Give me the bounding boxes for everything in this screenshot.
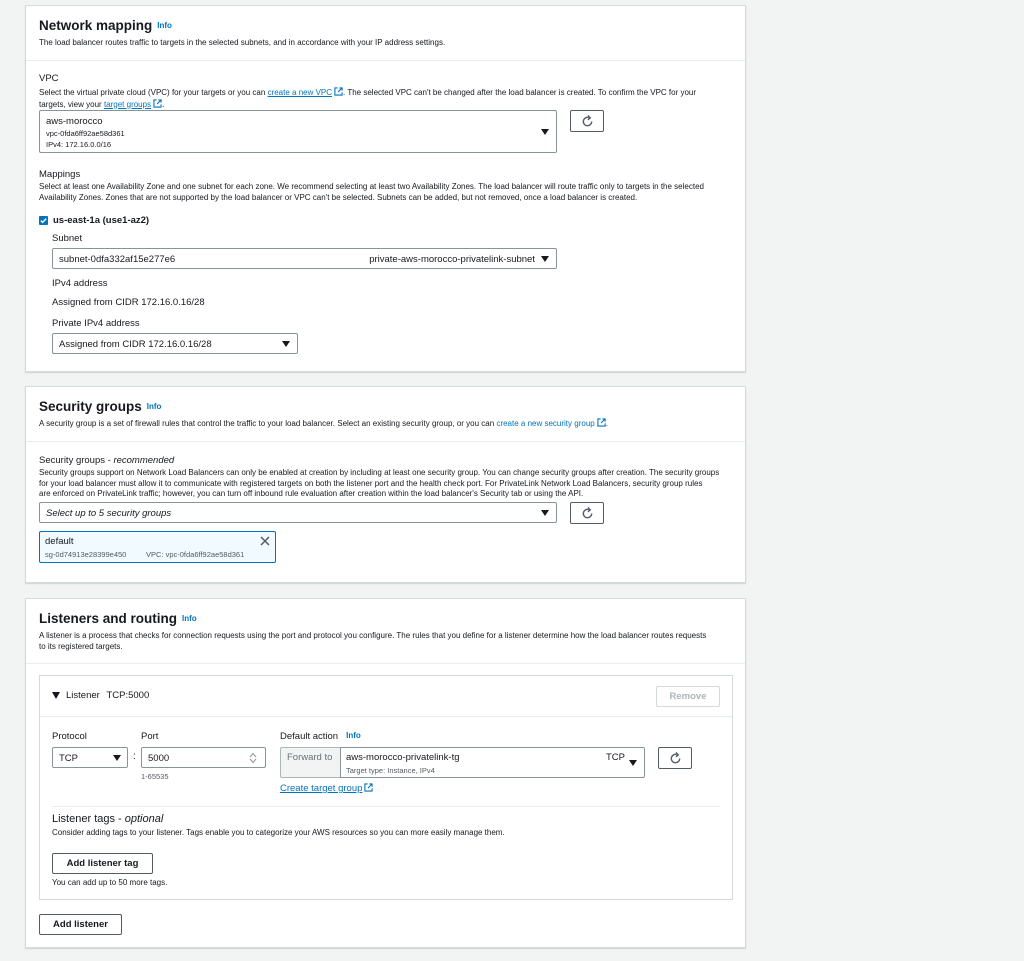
caret-down-icon xyxy=(541,510,549,516)
sg-label xyxy=(39,455,174,466)
caret-down-icon xyxy=(541,129,549,135)
caret-down-icon xyxy=(541,256,549,262)
mappings-label: Mappings xyxy=(39,169,81,180)
listeners-desc-1: A listener is a process that checks for connection requests using the port and protocol you configure. The rules that you define for a listener determine how the load balancer routes requests xyxy=(39,631,707,640)
token-name: default xyxy=(45,536,74,547)
caret-down-icon xyxy=(629,760,637,766)
default-action-text: Default action xyxy=(280,731,339,742)
external-link-icon xyxy=(364,783,373,792)
protocol-label: Protocol xyxy=(52,731,87,742)
sg-desc-1: Security groups support on Network Load Balancers can only be enabled at creation by including at least one security group. You can change security groups after creation. The security groups xyxy=(39,468,720,477)
security-group-token xyxy=(39,531,276,563)
listeners-info-link[interactable]: Info xyxy=(182,614,197,623)
security-groups-title: Security groups xyxy=(39,399,142,414)
vpc-desc-text-2: . The selected VPC can't be changed after the load balancer is created. To confirm the VPC for your xyxy=(343,88,697,97)
port-value: 5000 xyxy=(148,753,170,764)
sg-desc-3: are enforced on PrivateLink traffic; however, you can turn off inbound rule evaluation after creation within the load balancer's Security tab or using the API. xyxy=(39,489,584,498)
checkbox-checked-icon xyxy=(39,216,48,225)
listeners-panel xyxy=(25,598,746,948)
mappings-description xyxy=(39,182,739,203)
caret-down-icon xyxy=(113,755,121,761)
external-link-icon xyxy=(334,87,343,96)
default-action-label xyxy=(280,731,361,742)
listeners-desc xyxy=(39,630,732,652)
security-group-refresh-button[interactable] xyxy=(570,502,604,524)
forward-to-label: Forward to xyxy=(287,752,333,763)
refresh-icon xyxy=(581,115,594,128)
network-mapping-info-link[interactable]: Info xyxy=(157,21,172,30)
target-groups-link[interactable]: target groups xyxy=(103,99,152,109)
sg-label-main: Security groups - xyxy=(39,455,114,466)
az-checkbox[interactable] xyxy=(39,216,48,225)
listener-value: TCP:5000 xyxy=(106,690,150,701)
network-mapping-header xyxy=(26,6,745,61)
add-listener-button[interactable]: Add listener xyxy=(39,914,122,935)
refresh-icon xyxy=(669,752,682,765)
private-ipv4-select[interactable] xyxy=(52,333,298,354)
caret-down-icon xyxy=(282,341,290,347)
target-group-subtitle: Target type: Instance, IPv4 xyxy=(346,766,435,775)
target-group-refresh-button[interactable] xyxy=(658,747,692,769)
remove-listener-button[interactable]: Remove xyxy=(656,686,720,707)
vpc-select-id: vpc-0fda6ff92ae58d361 xyxy=(46,129,125,138)
target-group-value: aws-morocco-privatelink-tg xyxy=(346,752,460,763)
listener-tags-hint: You can add up to 50 more tags. xyxy=(52,878,168,887)
listener-tags-label xyxy=(52,813,163,825)
mappings-desc-2: Availability Zones. Zones that are not supported by the load balancer or VPC can't be selected. Subnets can be added, but not removed, once a load balancer is created. xyxy=(39,192,638,202)
number-spinner-icon[interactable] xyxy=(249,752,257,764)
protocol-value: TCP xyxy=(59,753,78,764)
security-group-select[interactable] xyxy=(39,502,557,523)
security-group-select-placeholder: Select up to 5 security groups xyxy=(46,508,172,519)
listener-heading[interactable] xyxy=(66,690,149,701)
add-listener-tag-button[interactable]: Add listener tag xyxy=(52,853,153,874)
vpc-desc-text-3: targets, view your xyxy=(39,99,102,109)
vpc-desc-text-1: Select the virtual private cloud (VPC) for your targets or you can xyxy=(39,88,266,97)
listener-container xyxy=(39,675,733,900)
close-icon[interactable] xyxy=(260,536,270,546)
default-action-info-link[interactable]: Info xyxy=(346,731,361,740)
security-groups-header xyxy=(26,387,745,442)
listener-tags-main: Listener tags - xyxy=(52,813,125,825)
listener-header-divider xyxy=(40,716,732,717)
token-id: sg-0d74913e28399e450 xyxy=(45,550,127,559)
listener-label: Listener xyxy=(66,690,100,701)
security-desc-text-1: A security group is a set of firewall rules that control the traffic to your load balancer. Select an existing security group, or you can xyxy=(39,419,495,428)
vpc-select-cidr: IPv4: 172.16.0.0/16 xyxy=(46,140,112,149)
forward-to-label-box xyxy=(280,747,340,778)
ipv4-label: IPv4 address xyxy=(52,278,108,289)
network-mapping-title: Network mapping xyxy=(39,18,153,33)
sg-description xyxy=(39,468,739,500)
security-groups-panel xyxy=(25,386,746,583)
listeners-title: Listeners and routing xyxy=(39,611,178,626)
listeners-desc-2: to its registered targets. xyxy=(39,642,123,651)
create-vpc-link[interactable]: create a new VPC xyxy=(267,88,333,97)
subnet-select[interactable] xyxy=(52,248,557,269)
create-target-group-link[interactable] xyxy=(280,783,373,794)
private-ipv4-label: Private IPv4 address xyxy=(52,318,140,329)
vpc-desc-text-4: . xyxy=(162,99,165,109)
sg-label-recommended: recommended xyxy=(113,455,175,466)
vpc-select[interactable] xyxy=(39,110,557,153)
vpc-description xyxy=(39,87,729,110)
subnet-name: private-aws-morocco-privatelink-subnet xyxy=(369,254,535,265)
port-separator: : xyxy=(133,751,136,762)
port-hint: 1-65535 xyxy=(141,772,169,781)
az-label: us-east-1a (use1-az2) xyxy=(53,215,150,226)
security-desc-text-2: . xyxy=(605,419,608,428)
refresh-icon xyxy=(581,507,594,520)
listener-tags-desc: Consider adding tags to your listener. Tags enable you to categorize your AWS resources so you can more easily manage them. xyxy=(52,828,505,837)
mappings-desc-1: Select at least one Availability Zone and one subnet for each zone. We recommend selecting at least two Availability Zones. The load balancer will route traffic only to targets in the selected xyxy=(39,182,704,191)
target-group-protocol: TCP xyxy=(606,752,625,763)
subnet-id: subnet-0dfa332af15e277e6 xyxy=(59,254,176,265)
port-input[interactable] xyxy=(141,747,266,768)
create-target-group-text[interactable]: Create target group xyxy=(280,783,363,794)
expand-triangle-icon[interactable] xyxy=(52,692,60,699)
create-security-group-link[interactable]: create a new security group xyxy=(496,419,595,428)
sg-desc-2: for your load balancer must allow it to communicate with registered targets on both the listener port and the health check port. For PrivateLink Network Load Balancers, security group rules xyxy=(39,478,703,488)
tags-divider xyxy=(52,806,720,807)
ipv4-value: Assigned from CIDR 172.16.0.16/28 xyxy=(52,297,205,308)
port-label: Port xyxy=(141,731,159,742)
security-groups-desc xyxy=(39,418,732,429)
listener-tags-optional: optional xyxy=(124,813,164,825)
external-link-icon xyxy=(153,99,165,109)
token-vpc: VPC: vpc-0fda6ff92ae58d361 xyxy=(146,550,245,559)
private-ipv4-value: Assigned from CIDR 172.16.0.16/28 xyxy=(59,339,212,350)
vpc-refresh-button[interactable] xyxy=(570,110,604,132)
vpc-select-value: aws-morocco xyxy=(46,116,103,127)
vpc-label: VPC xyxy=(39,73,59,84)
protocol-select[interactable] xyxy=(52,747,128,768)
network-mapping-desc: The load balancer routes traffic to targets in the selected subnets, and in accordance with your IP address settings. xyxy=(39,38,446,47)
external-link-icon xyxy=(597,418,606,427)
target-group-select[interactable] xyxy=(340,747,645,778)
subnet-label: Subnet xyxy=(52,233,83,244)
network-mapping-panel xyxy=(25,5,746,372)
listeners-header xyxy=(26,599,745,664)
security-groups-info-link[interactable]: Info xyxy=(146,402,162,411)
